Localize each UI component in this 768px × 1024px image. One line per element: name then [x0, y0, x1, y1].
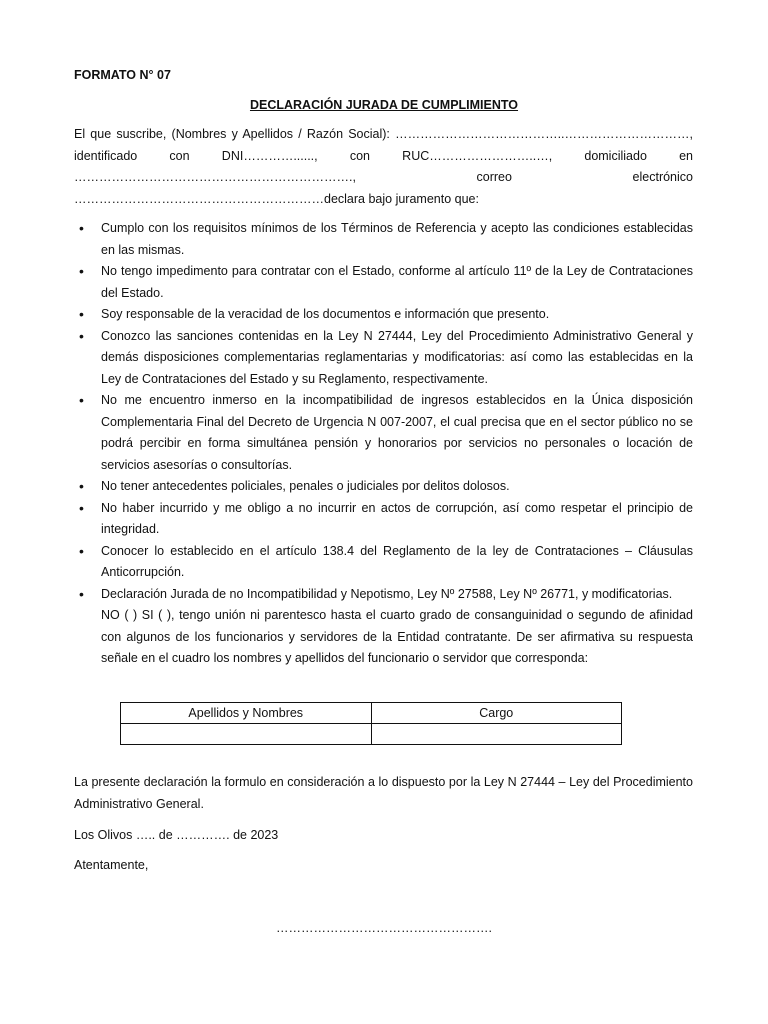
nepotism-line: • Declaración Jurada de no Incompatibilidad y Nepotismo, Ley Nº 27588, Ley Nº 26771, y modificatorias.	[101, 586, 673, 601]
declaration-item: • Conocer lo establecido en el artículo 138.4 del Reglamento de la ley de Contrataciones – Cláusulas Anticorrupción.	[74, 541, 693, 584]
table-header-names: Apellidos y Nombres	[121, 703, 372, 724]
declaration-item: • No tener antecedentes policiales, penales o judiciales por delitos dolosos.	[74, 476, 693, 498]
relatives-table	[120, 702, 622, 745]
declaration-item-nepotism	[74, 584, 693, 670]
table-header-position: Cargo	[371, 703, 622, 724]
document-title: DECLARACIÓN JURADA DE CUMPLIMIENTO	[249, 98, 519, 112]
intro-line-2: identificado con DNI…………......, con RUC……………………..…, domiciliado en	[74, 148, 693, 163]
intro-line-3: …………………………………………………………., correo electrónico	[74, 170, 693, 184]
intro-paragraph	[74, 124, 693, 210]
declaration-list	[74, 218, 693, 670]
table-row	[121, 724, 622, 745]
declaration-item: • Soy responsable de la veracidad de los documentos e información que presento.	[74, 304, 693, 326]
declaration-item: • No haber incurrido y me obligo a no incurrir en actos de corrupción, así como respetar el principio de integridad.	[74, 498, 693, 541]
declaration-item: • No tengo impedimento para contratar con el Estado, conforme al artículo 11º de la Ley de Contrataciones del Estado.	[74, 261, 693, 304]
table-cell-position[interactable]	[371, 724, 622, 745]
intro-line-1: El que suscribe, (Nombres y Apellidos / Razón Social): …………………………………..…………………………,	[74, 127, 693, 141]
intro-line-4: ……………………………………………………declara bajo juramento que:	[74, 191, 479, 206]
table-cell-names[interactable]	[121, 724, 372, 745]
form-code: FORMATO N° 07	[74, 68, 171, 82]
closing-paragraph: La presente declaración la formulo en consideración a lo dispuesto por la Ley N 27444 – Ley del Procedimiento Administrativo General.	[74, 775, 693, 811]
declaration-item: • No me encuentro inmerso en la incompatibilidad de ingresos establecidos en la Única disposición Complementaria Final del Decreto de Urgencia N 007-2007, el cual precisa que en el sector público no se podrá percibir en forma simultánea pensión y honorarios por servicios no personales o locación de servicios asesorías o consultorías.	[74, 390, 693, 476]
declaration-item: • Conozco las sanciones contenidas en la Ley N 27444, Ley del Procedimiento Administrativo General y demás disposiciones complementarias reglamentarias y modificatorias: así como las establecidas en la Ley de Contrataciones del Estado y su Reglamento, respectivamente.	[74, 326, 693, 391]
regards: Atentamente,	[74, 858, 149, 872]
nepotism-detail: NO ( ) SI ( ), tengo unión ni parentesco hasta el cuarto grado de consanguinidad o segundo de afinidad con algunos de los funcionarios y servidores de la Entidad contratante. De ser afirmativa su respuesta señale en el cuadro los nombres y apellidos del funcionario o servidor que corresponda:	[101, 608, 693, 665]
table-header-row	[121, 703, 622, 724]
place-date: Los Olivos ….. de …………. de 2023	[74, 828, 279, 842]
signature-line: …………………………………………….	[276, 921, 492, 935]
declaration-item: • Cumplo con los requisitos mínimos de los Términos de Referencia y acepto las condiciones establecidas en las mismas.	[74, 218, 693, 261]
